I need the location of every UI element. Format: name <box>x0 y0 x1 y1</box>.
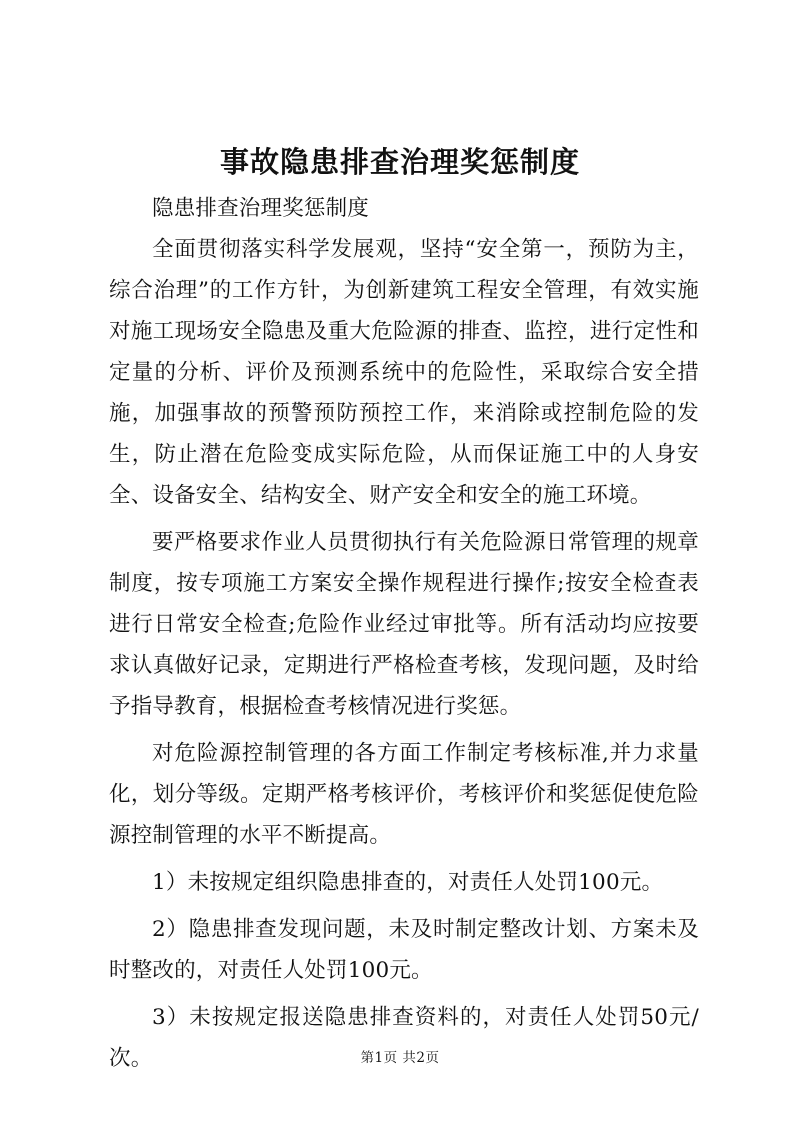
document-body <box>109 188 699 1079</box>
document-title: 事故隐患排查治理奖惩制度 <box>219 145 580 179</box>
paragraph-assessment: 对危险源控制管理的各方面工作制定考核标准,并力求量化，划分等级。定期严格考核评价，考核评价和奖惩促使危险源控制管理的水平不断提高。 <box>109 741 699 848</box>
paragraph-subtitle: 隐患排查治理奖惩制度 <box>152 196 370 221</box>
paragraph-requirements: 要严格要求作业人员贯彻执行有关危险源日常管理的规章制度，按专项施工方案安全操作规程进行操作;按安全检查表进行日常安全检查;危险作业经过审批等。所有活动均应按要求认真做好记录，定期进行严格检查考核，发现问题，及时给予指导教育，根据检查考核情况进行奖惩。 <box>109 530 699 719</box>
page-number-footer: 第1页 共2页 <box>360 1050 440 1066</box>
penalty-item-3: 3）未按规定报送隐患排查资料的，对责任人处罚50元/次。 <box>109 1005 699 1071</box>
paragraph-policy: 全面贯彻落实科学发展观，坚持“安全第一，预防为主，综合治理”的工作方针，为创新建筑工程安全管理，有效实施对施工现场安全隐患及重大危险源的排查、监控，进行定性和定量的分析、评价及预测系统中的危险性，采取综合安全措施，加强事故的预警预防预控工作，来消除或控制危险的发生，防止潜在危险变成实际危险，从而保证施工中的人身安全、设备安全、结构安全、财产安全和安全的施工环境。 <box>109 237 699 508</box>
penalty-item-1: 1）未按规定组织隐患排查的，对责任人处罚100元。 <box>152 870 664 895</box>
penalty-item-2: 2）隐患排查发现问题，未及时制定整改计划、方案未及时整改的，对责任人处罚100元。 <box>109 917 699 983</box>
